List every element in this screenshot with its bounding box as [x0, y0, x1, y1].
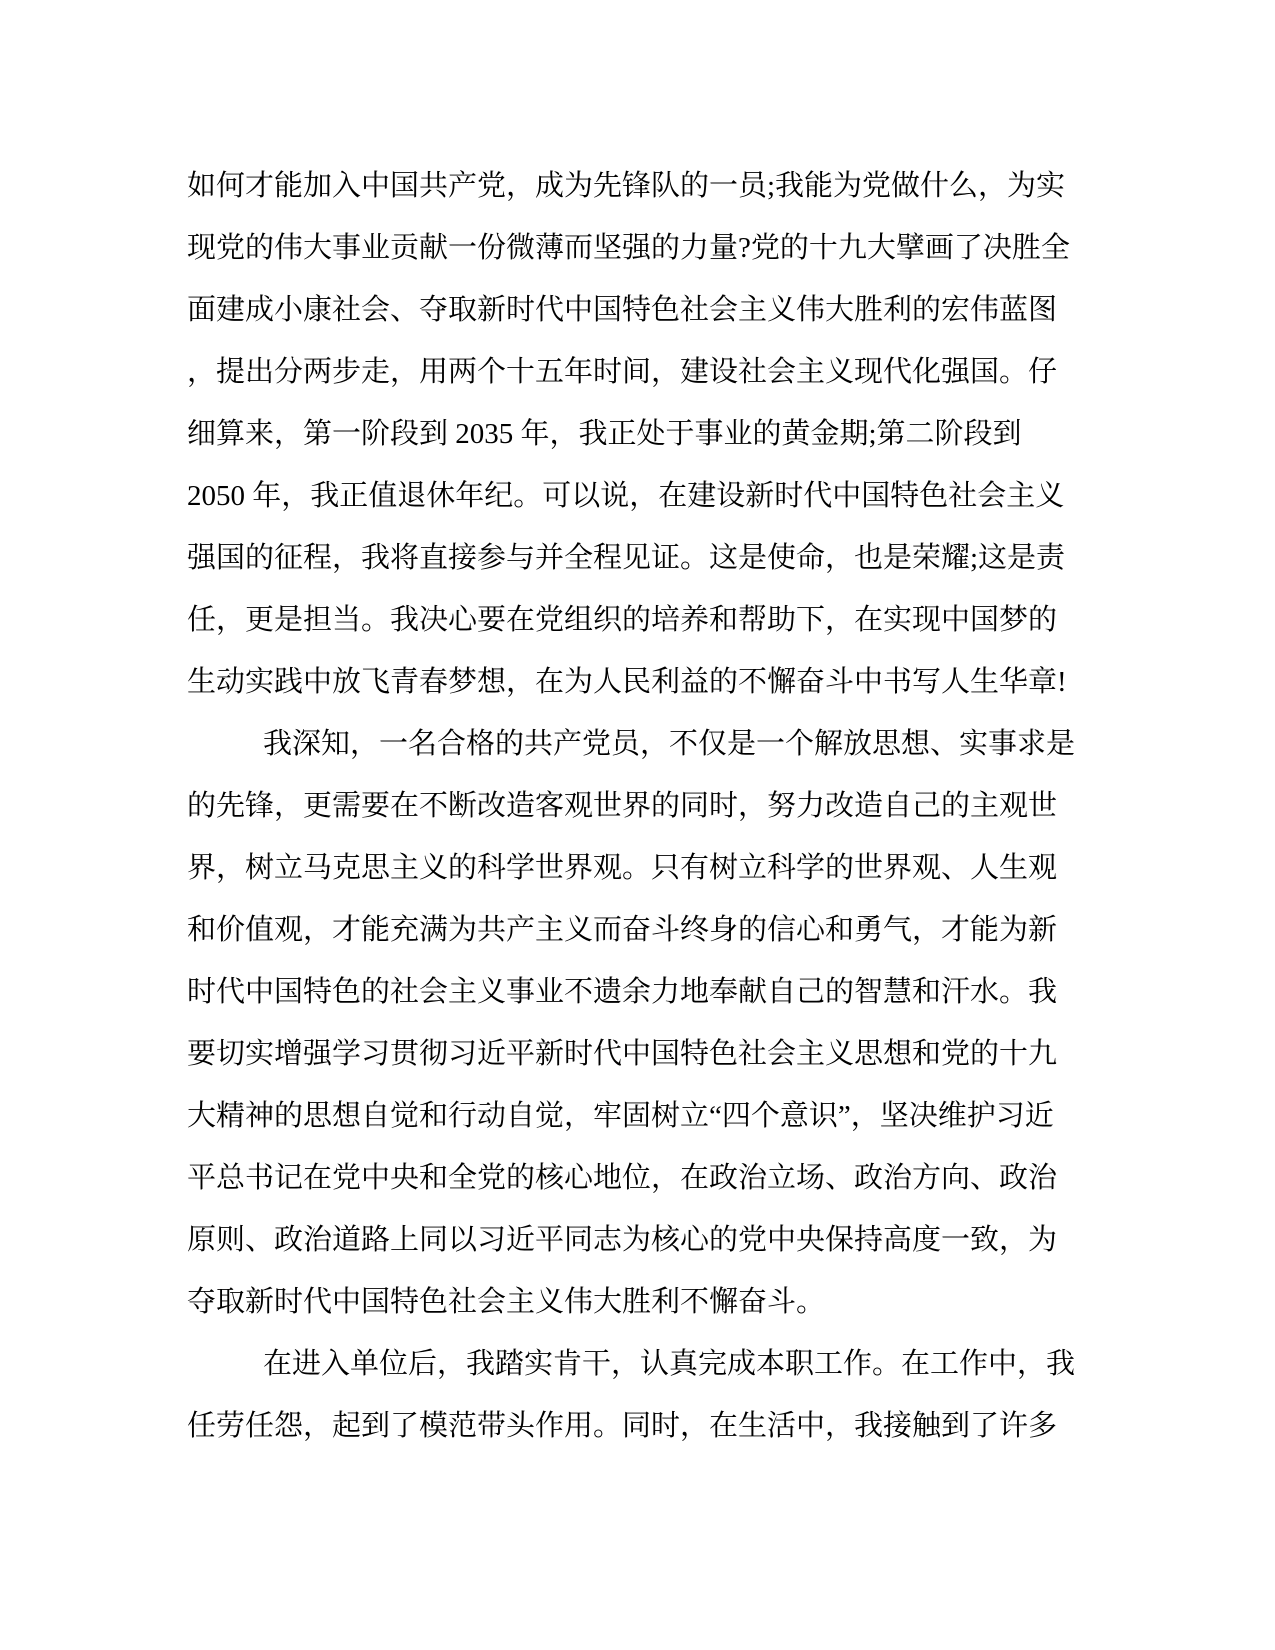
text-line: 夺取新时代中国特色社会主义伟大胜利不懈奋斗。	[187, 1286, 826, 1318]
text-line: 面建成小康社会、夺取新时代中国特色社会主义伟大胜利的宏伟蓝图	[187, 294, 1058, 326]
text-line: 界，树立马克思主义的科学世界观。只有树立科学的世界观、人生观	[187, 852, 1058, 884]
text-line: 平总书记在党中央和全党的核心地位，在政治立场、政治方向、政治	[187, 1162, 1058, 1194]
text-line: 如何才能加入中国共产党，成为先锋队的一员;我能为党做什么，为实	[187, 170, 1066, 202]
text-line: 原则、政治道路上同以习近平同志为核心的党中央保持高度一致，为	[187, 1224, 1058, 1256]
text-line: 时代中国特色的社会主义事业不遗余力地奉献自己的智慧和汗水。我	[187, 976, 1058, 1008]
text-line: 在进入单位后，我踏实肯干，认真完成本职工作。在工作中，我	[263, 1348, 1076, 1380]
text-line: 任劳任怨，起到了模范带头作用。同时，在生活中，我接触到了许多	[187, 1410, 1058, 1442]
text-line: 的先锋，更需要在不断改造客观世界的同时，努力改造自己的主观世	[187, 790, 1058, 822]
text-line: 和价值观，才能充满为共产主义而奋斗终身的信心和勇气，才能为新	[187, 914, 1058, 946]
text-line: 强国的征程，我将直接参与并全程见证。这是使命，也是荣耀;这是责	[187, 542, 1066, 574]
document-text-block	[187, 155, 1101, 1457]
text-line: 大精神的思想自觉和行动自觉，牢固树立“四个意识”，坚决维护习近	[187, 1100, 1054, 1132]
paragraph	[187, 155, 1101, 713]
text-line: 任，更是担当。我决心要在党组织的培养和帮助下，在实现中国梦的	[187, 604, 1058, 636]
text-line: 生动实践中放飞青春梦想，在为人民利益的不懈奋斗中书写人生华章!	[187, 666, 1067, 698]
paragraph	[187, 1333, 1101, 1457]
text-line: 细算来，第一阶段到 2035 年，我正处于事业的黄金期;第二阶段到	[187, 418, 1022, 450]
paragraph	[187, 713, 1101, 1333]
text-line: 我深知，一名合格的共产党员，不仅是一个解放思想、实事求是	[263, 728, 1076, 760]
text-line: ，提出分两步走，用两个十五年时间，建设社会主义现代化强国。仔	[187, 356, 1058, 388]
text-line: 2050 年，我正值退休年纪。可以说，在建设新时代中国特色社会主义	[187, 480, 1065, 512]
text-line: 要切实增强学习贯彻习近平新时代中国特色社会主义思想和党的十九	[187, 1038, 1058, 1070]
text-line: 现党的伟大事业贡献一份微薄而坚强的力量?党的十九大擘画了决胜全	[187, 232, 1070, 264]
